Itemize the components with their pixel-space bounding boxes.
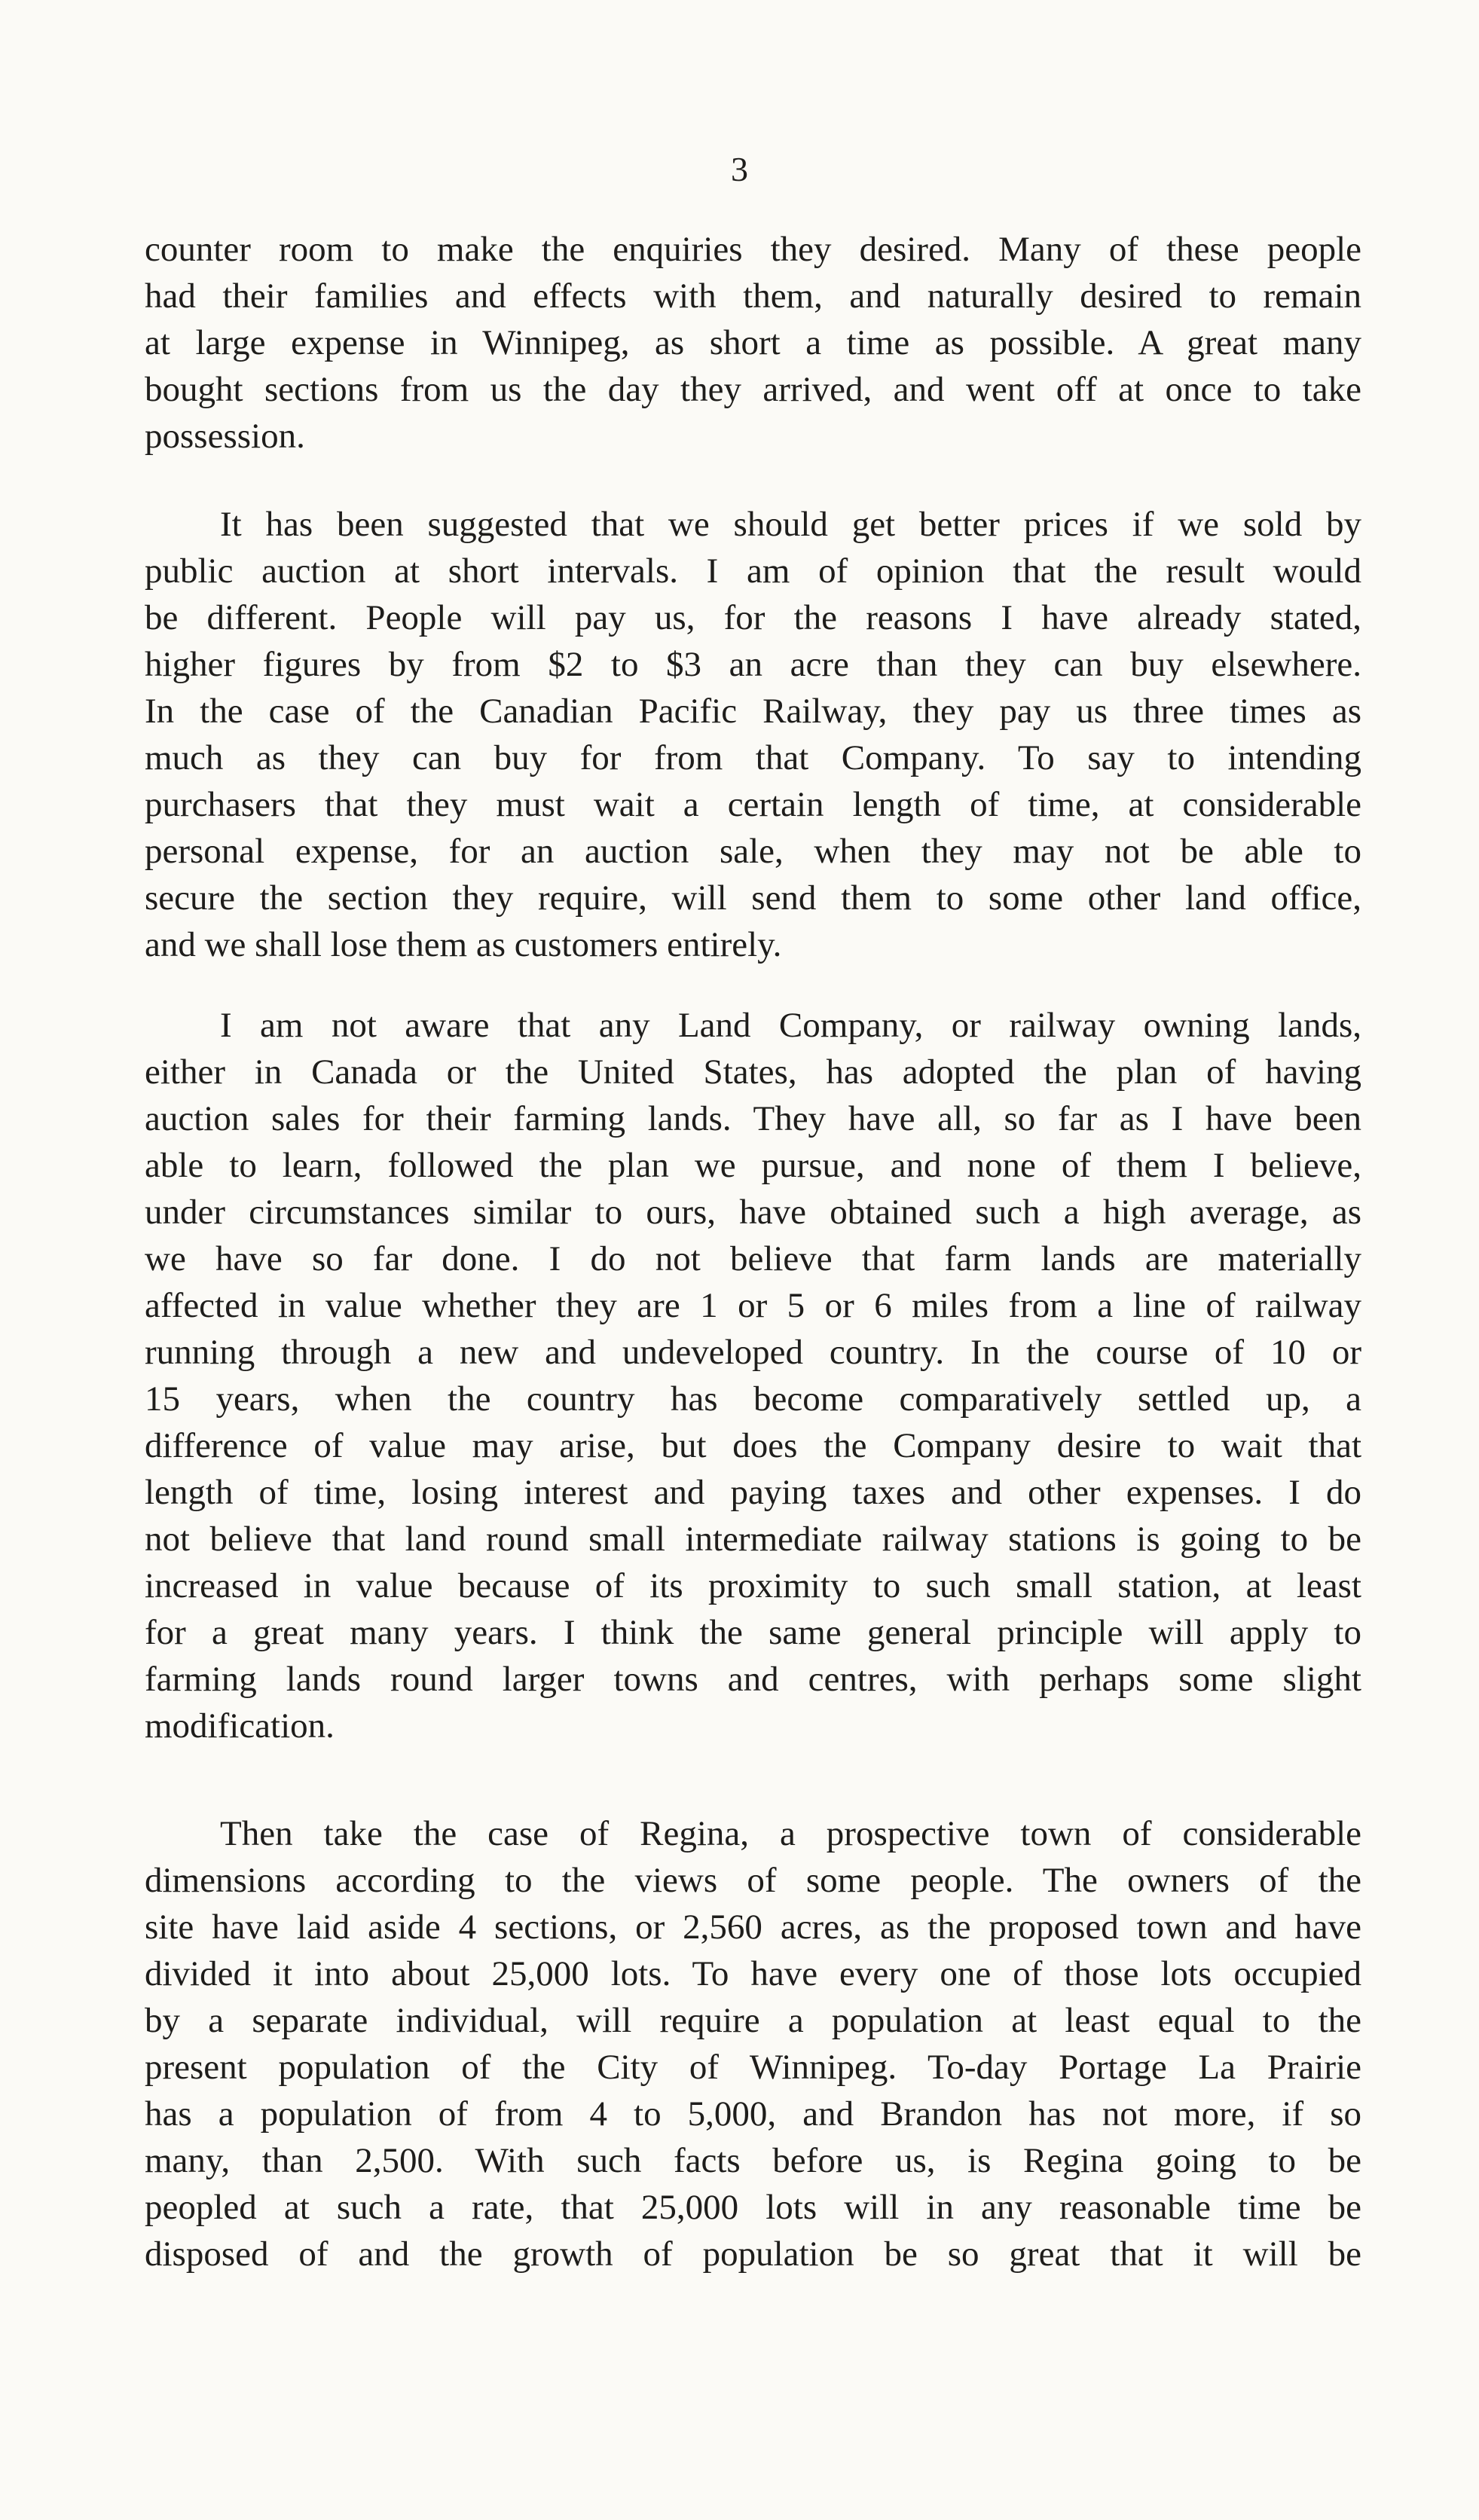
paragraph-1-line-5: possession.: [145, 417, 305, 456]
paragraph-3-line-14: for a great many years. I think the same general principle will apply to: [145, 1613, 1361, 1652]
paragraph-4-line-10: disposed of and the growth of population be so great that it will be: [145, 2234, 1361, 2274]
paragraph-2-line-10: and we shall lose them as customers entirely.: [145, 925, 782, 964]
paragraph-2-line-6: much as they can buy for from that Company. To say to intending: [145, 738, 1361, 777]
paragraph-3-line-4: able to learn, followed the plan we pursue, and none of them I believe,: [145, 1146, 1361, 1185]
paragraph-2-line-2: public auction at short intervals. I am of opinion that the result would: [145, 551, 1361, 591]
paragraph-3-line-10: difference of value may arise, but does the Company desire to wait that: [145, 1426, 1361, 1465]
page-number: 3: [731, 150, 748, 188]
paragraph-3-line-7: affected in value whether they are 1 or 5 or 6 miles from a line of railway: [145, 1286, 1361, 1325]
paragraph-3-line-12: not believe that land round small intermediate railway stations is going to be: [145, 1520, 1361, 1559]
paragraph-1-line-3: at large expense in Winnipeg, as short a time as possible. A great many: [145, 323, 1361, 362]
paragraph-2-line-1: It has been suggested that we should get better prices if we sold by: [220, 505, 1361, 544]
paragraph-1-line-4: bought sections from us the day they arrived, and went off at once to take: [145, 370, 1361, 409]
paragraph-3-line-8: running through a new and undeveloped country. In the course of 10 or: [145, 1333, 1361, 1372]
paragraph-3-line-15: farming lands round larger towns and centres, with perhaps some slight: [145, 1660, 1361, 1699]
paragraph-1-line-1: counter room to make the enquiries they desired. Many of these people: [145, 230, 1361, 269]
paragraph-4-line-1: Then take the case of Regina, a prospective town of considerable: [220, 1814, 1361, 1853]
paragraph-4-line-9: peopled at such a rate, that 25,000 lots will in any reasonable time be: [145, 2188, 1361, 2227]
paragraph-2-line-5: In the case of the Canadian Pacific Railway, they pay us three times as: [145, 692, 1361, 731]
paragraph-4-line-4: divided it into about 25,000 lots. To have every one of those lots occupied: [145, 1954, 1361, 1993]
paragraph-3-line-6: we have so far done. I do not believe that farm lands are materially: [145, 1239, 1361, 1278]
paragraph-3-line-11: length of time, losing interest and paying taxes and other expenses. I do: [145, 1473, 1361, 1512]
paragraph-4-line-7: has a population of from 4 to 5,000, and Brandon has not more, if so: [145, 2094, 1361, 2134]
paragraph-1-line-2: had their families and effects with them, and naturally desired to remain: [145, 276, 1361, 316]
paragraph-4-line-2: dimensions according to the views of some people. The owners of the: [145, 1861, 1361, 1900]
paragraph-2-line-8: personal expense, for an auction sale, when they may not be able to: [145, 832, 1361, 871]
paragraph-2-line-3: be different. People will pay us, for the reasons I have already stated,: [145, 598, 1361, 637]
paragraph-2-line-7: purchasers that they must wait a certain length of time, at considerable: [145, 785, 1361, 824]
paragraph-3-line-16: modification.: [145, 1706, 335, 1746]
paragraph-3-line-5: under circumstances similar to ours, have obtained such a high average, as: [145, 1193, 1361, 1232]
paragraph-3-line-9: 15 years, when the country has become comparatively settled up, a: [145, 1379, 1361, 1419]
paragraph-3-line-2: either in Canada or the United States, has adopted the plan of having: [145, 1052, 1361, 1092]
paragraph-2-line-4: higher figures by from $2 to $3 an acre than they can buy elsewhere.: [145, 645, 1361, 684]
paragraph-4-line-8: many, than 2,500. With such facts before us, is Regina going to be: [145, 2141, 1361, 2180]
paragraph-4-line-3: site have laid aside 4 sections, or 2,560 acres, as the proposed town and have: [145, 1908, 1361, 1947]
paragraph-4-line-5: by a separate individual, will require a population at least equal to the: [145, 2001, 1361, 2040]
paragraph-2-line-9: secure the section they require, will send them to some other land office,: [145, 878, 1361, 918]
paragraph-3-line-3: auction sales for their farming lands. They have all, so far as I have been: [145, 1099, 1361, 1138]
paragraph-4-line-6: present population of the City of Winnipeg. To-day Portage La Prairie: [145, 2048, 1361, 2087]
paragraph-3-line-1: I am not aware that any Land Company, or railway owning lands,: [220, 1006, 1361, 1045]
paragraph-3-line-13: increased in value because of its proximity to such small station, at least: [145, 1566, 1361, 1605]
